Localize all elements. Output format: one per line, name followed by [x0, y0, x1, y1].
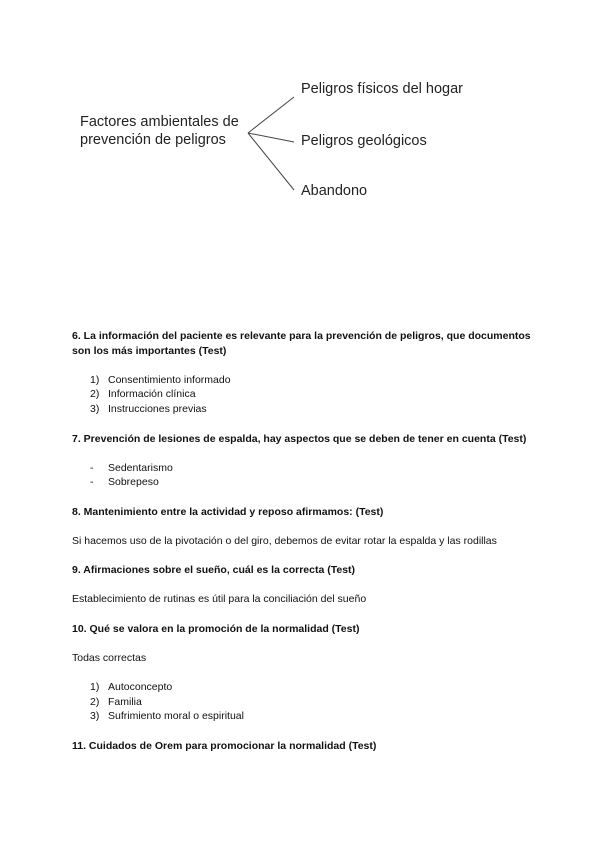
list-marker: - — [90, 462, 94, 474]
question-8-answer: Si hacemos uso de la pivotación o del giro, debemos de evitar rotar la espalda y las rodillas — [72, 535, 497, 547]
list-item-text: Sufrimiento moral o espiritual — [108, 710, 244, 722]
connector-line-3 — [248, 133, 294, 190]
list-marker: 2) — [90, 696, 100, 708]
list-marker: 3) — [90, 403, 100, 415]
connector-line-2 — [248, 133, 294, 142]
list-item-text: Sobrepeso — [108, 476, 159, 488]
question-8-title: 8. Mantenimiento entre la actividad y reposo afirmamos: (Test) — [72, 506, 384, 518]
diagram-branch-2: Peligros geológicos — [301, 133, 427, 149]
diagram-connectors — [0, 0, 600, 240]
question-6-title: 6. La información del paciente es relevante para la prevención de peligros, que documentos son los más importantes (Test) — [72, 330, 531, 357]
question-10-answer: Todas correctas — [72, 652, 147, 664]
diagram-root-line1: Factores ambientales de — [80, 114, 239, 130]
diagram-branch-1: Peligros físicos del hogar — [301, 81, 463, 97]
list-marker: 2) — [90, 388, 100, 400]
list-marker: 1) — [90, 374, 100, 386]
question-11-title: 11. Cuidados de Orem para promocionar la normalidad (Test) — [72, 740, 377, 752]
list-item-text: Instrucciones previas — [108, 403, 207, 415]
list-item-text: Consentimiento informado — [108, 374, 231, 386]
diagram-branch-3: Abandono — [301, 183, 368, 199]
list-marker: 3) — [90, 710, 100, 722]
question-9-title: 9. Afirmaciones sobre el sueño, cuál es la correcta (Test) — [72, 564, 356, 576]
question-7-title: 7. Prevención de lesiones de espalda, hay aspectos que se deben de tener en cuenta (Test) — [72, 433, 527, 445]
list-marker: - — [90, 476, 94, 488]
connector-line-1 — [248, 97, 294, 133]
list-marker: 1) — [90, 681, 100, 693]
question-10-title: 10. Qué se valora en la promoción de la normalidad (Test) — [72, 623, 360, 635]
diagram-root-line2: prevención de peligros — [80, 132, 226, 148]
list-item-text: Autoconcepto — [108, 681, 173, 693]
list-item-text: Información clínica — [108, 388, 196, 400]
list-item-text: Sedentarismo — [108, 462, 173, 474]
list-item-text: Familia — [108, 696, 142, 708]
question-9-answer: Establecimiento de rutinas es útil para la conciliación del sueño — [72, 593, 367, 605]
